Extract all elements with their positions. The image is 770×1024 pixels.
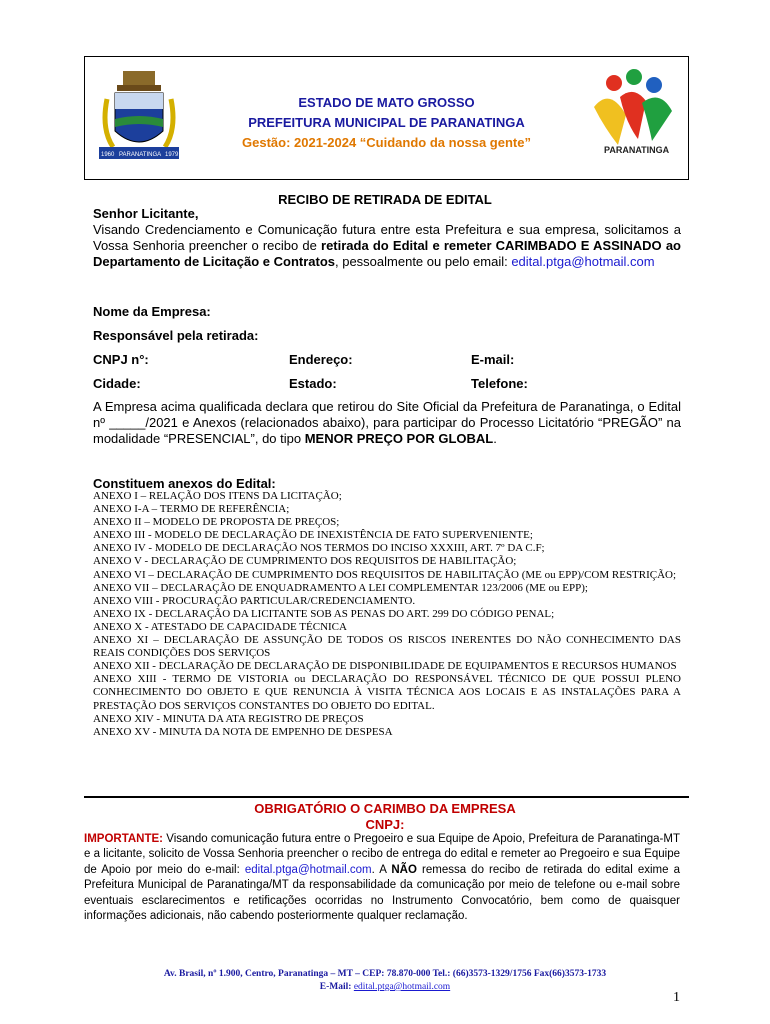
field-city: Cidade: (93, 376, 141, 391)
field-email: E-mail: (471, 352, 515, 367)
intro-paragraph: Visando Credenciamento e Comunicação futura entre esta Prefeitura e sua empresa, solicitamos a Vossa Senhoria preencher o recibo de retirada do Edital e remeter CARIMBADO E ASSINADO ao Departamento de Licitação e Contratos, pessoalmente ou pelo email: edital.ptga@hotmail.com (93, 222, 681, 269)
svg-text:PARANATINGA: PARANATINGA (604, 145, 670, 155)
header-text (195, 93, 578, 153)
field-phone: Telefone: (471, 376, 528, 391)
notice-email-link[interactable]: edital.ptga@hotmail.com (244, 863, 372, 876)
annex-item: ANEXO III - MODELO DE DECLARAÇÃO DE INEXISTÊNCIA DE FATO SUPERVENIENTE; (93, 529, 533, 542)
email-link[interactable]: edital.ptga@hotmail.com (511, 254, 655, 269)
annex-item: ANEXO XII - DECLARAÇÃO DE DECLARAÇÃO DE DISPONIBILIDADE DE EQUIPAMENTOS E RECURSOS HUMANOS (93, 660, 677, 673)
annex-item: ANEXO XIII - TERMO DE VISTORIA ou DECLARAÇÃO DO RESPONSÁVEL TÉCNICO DE QUE POSSUI PLENO CONHECIMENTO DO OBJETO E QUE RENUNCIA À VISITA TÉCNICA AOS LOCAIS E AS INSTALAÇÕES PARA A PRESTAÇÃO DOS SERVIÇOS CONSTANTES DO OBJETO DO EDITAL. (93, 673, 681, 712)
annex-item: ANEXO II – MODELO DE PROPOSTA DE PREÇOS; (93, 516, 340, 529)
field-company-name: Nome da Empresa: (93, 304, 211, 319)
document-title: RECIBO DE RETIRADA DE EDITAL (278, 192, 492, 207)
field-row-city (93, 376, 681, 398)
annex-item: ANEXO I – RELAÇÃO DOS ITENS DA LICITAÇÃO; (93, 490, 342, 502)
mandatory-stamp-notice: OBRIGATÓRIO O CARIMBO DA EMPRESA CNPJ: (0, 801, 770, 833)
annex-item: ANEXO XV - MINUTA DA NOTA DE EMPENHO DE DESPESA (93, 725, 393, 738)
state-name: ESTADO DE MATO GROSSO (298, 95, 475, 110)
annex-item: ANEXO X - ATESTADO DE CAPACIDADE TÉCNICA (93, 620, 347, 633)
svg-text:1979: 1979 (165, 152, 179, 158)
field-row-cnpj (93, 352, 681, 374)
footer-email-link[interactable]: edital.ptga@hotmail.com (353, 982, 451, 992)
footer: Av. Brasil, nº 1.900, Centro, Paranatinga – MT – CEP: 78.870-000 Tel.: (66)3573-1329/1756 Fax(66)3573-1733 E-Mail: edital.ptga@hotmail.com (0, 968, 770, 994)
annex-item: ANEXO IV - MODELO DE DECLARAÇÃO NOS TERMOS DO INCISO XXXIII, ART. 7º DA C.F; (93, 542, 545, 555)
footer-address: Av. Brasil, nº 1.900, Centro, Paranatinga – MT – CEP: 78.870-000 Tel.: (66)3573-1329/1756 Fax(66)3573-1733 (163, 969, 607, 979)
intro-section (93, 206, 681, 270)
annex-item: ANEXO I-A – TERMO DE REFERÊNCIA; (93, 503, 290, 516)
field-cnpj: CNPJ n°: (93, 352, 149, 367)
form-fields (93, 304, 681, 398)
svg-text:1960: 1960 (101, 152, 115, 158)
paranatinga-logo-icon (590, 67, 676, 167)
annex-list (93, 490, 681, 739)
salutation: Senhor Licitante, (93, 206, 199, 221)
administration-slogan: Gestão: 2021-2024 “Cuidando da nossa gente” (242, 135, 531, 150)
important-notice: IMPORTANTE: Visando comunicação futura entre o Pregoeiro e sua Equipe de Apoio, Prefeitura de Paranatinga-MT e a licitante, solicito de Vossa Senhoria preencher o recibo de entrega do edital e remeter ao Pregoeiro e sua Equipe de Apoio por meio do e-mail: edital.ptga@hotmail.com. A NÃO remessa do recibo de retirada do edital exime a Prefeitura Municipal de Paranatinga/MT da responsabilidade da comunicação por meio de telefone ou e-mail sobre eventuais esclarecimentos e retificações ocorridas no Instrumento Convocatório, bem como de quaisquer informações adicionais, não cabendo posteriormente qualquer reclamação. (84, 833, 680, 923)
page-number: 1 (673, 990, 680, 1005)
cnpj-stamp-label: CNPJ: (365, 817, 405, 832)
annex-item: ANEXO V - DECLARAÇÃO DE CUMPRIMENTO DOS REQUISITOS DE HABILITAÇÃO; (93, 555, 517, 568)
annex-item: ANEXO XI – DECLARAÇÃO DE ASSUNÇÃO DE TODOS OS RISCOS INERENTES DO NÃO CONHECIMENTO DAS REAIS CONDIÇÕES DOS SERVIÇOS (93, 634, 681, 660)
prefecture-name: PREFEITURA MUNICIPAL DE PARANATINGA (248, 115, 525, 130)
annex-item: ANEXO VII – DECLARAÇÃO DE ENQUADRAMENTO A LEI COMPLEMENTAR 123/2006 (ME ou EPP); (93, 581, 588, 594)
annex-item: ANEXO IX - DECLARAÇÃO DA LICITANTE SOB AS PENAS DO ART. 299 DO CÓDIGO PENAL; (93, 607, 555, 620)
annex-item: ANEXO VIII - PROCURAÇÃO PARTICULAR/CREDENCIAMENTO. (93, 594, 416, 607)
svg-text:PARANATINGA: PARANATINGA (119, 152, 162, 158)
header-box (84, 56, 689, 180)
annex-item: ANEXO XIV - MINUTA DA ATA REGISTRO DE PREÇOS (93, 712, 364, 725)
separator-line (84, 796, 689, 798)
annex-list-title: Constituem anexos do Edital: (93, 476, 276, 491)
municipal-crest-icon (93, 69, 185, 169)
annex-item: ANEXO VI – DECLARAÇÃO DE CUMPRIMENTO DOS REQUISITOS DE HABILITAÇÃO (ME ou EPP)/COM RESTRIÇÃO; (93, 568, 677, 581)
field-state: Estado: (289, 376, 337, 391)
field-address: Endereço: (289, 352, 353, 367)
field-responsible: Responsável pela retirada: (93, 328, 259, 343)
declaration-paragraph: A Empresa acima qualificada declara que retirou do Site Oficial da Prefeitura de Paranatinga, o Edital nº _____/2021 e Anexos (relacionados abaixo), para participar do Processo Licitatório “PREGÃO” na modalidade “PRESENCIAL”, do tipo MENOR PREÇO POR GLOBAL. (93, 399, 681, 446)
